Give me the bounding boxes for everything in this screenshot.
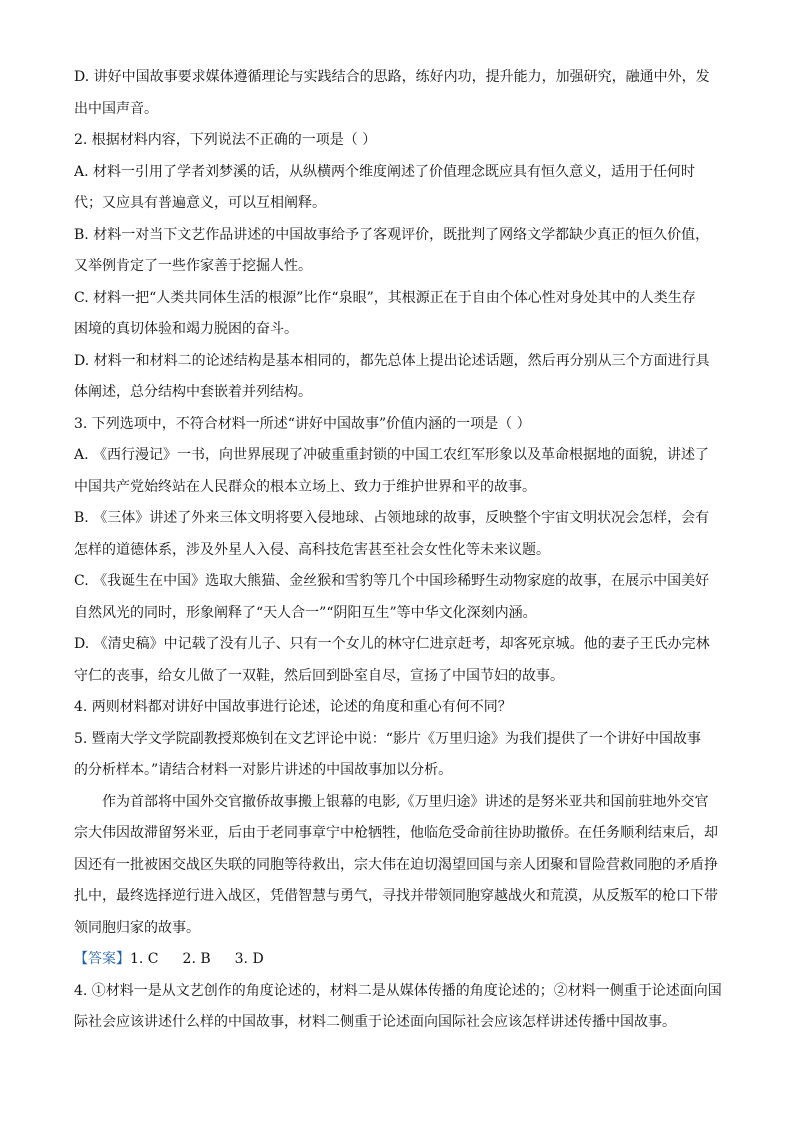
option-d: D. 《清史稿》中记载了没有儿子、只有一个女儿的林守仁进京赶考，却客死京城。他的妻子王氏办完林 (74, 636, 710, 652)
text-line: 自然风光的同时，形象阐释了“天人合一”“阴阳互生”等中华文化深刻内涵。 (74, 604, 537, 621)
explanation-line: 4. ①材料一是从文艺创作的角度论述的，材料二是从媒体传播的角度论述的；②材料一侧重于论述面向国 (74, 982, 722, 999)
document-page (74, 62, 724, 1039)
passage-line: 扎中，最终选择逆行进入战区，凭借智慧与勇气，寻找并带领同胞穿越战火和荒漠，从反叛军的枪口下带 (74, 888, 718, 904)
answer-item: 3. D (234, 951, 264, 967)
passage-line: 宗大伟因故滞留努米亚，后由于老同事章宁中枪牺牲，他临危受命前往协助撤侨。在任务顺利结束后，却 (74, 825, 718, 841)
question-4: 4. 两则材料都对讲好中国故事进行论述，论述的角度和重心有何不同？ (74, 699, 512, 715)
answer-item: 1. C (130, 951, 159, 967)
text-line: 的分析样本。”请结合材料一对影片讲述的中国故事加以分析。 (74, 762, 453, 778)
text-line: 怎样的道德体系，涉及外星人入侵、高科技危害甚至社会女性化等未来议题。 (74, 541, 550, 558)
answer-item: 2. B (182, 951, 211, 967)
question-3: 3. 下列选项中，不符合材料一所述“讲好中国故事”价值内涵的一项是（ ） (74, 415, 531, 432)
passage-line: 因还有一批被困交战区失联的同胞等待救出，宗大伟在迫切渴望回国与亲人团聚和冒险营救同胞的矛盾挣 (74, 856, 718, 873)
text-line: 体阐述，总分结构中套嵌着并列结构。 (74, 384, 312, 400)
passage-line: 作为首部将中国外交官撤侨故事搬上银幕的电影,《万里归途》讲述的是努米亚共和国前驻地外交官 (102, 793, 709, 810)
option-b: B. 《三体》讲述了外来三体文明将要入侵地球、占领地球的故事，反映整个宇宙文明状况会怎样，会有 (74, 510, 710, 526)
option-a: A. 材料一引用了学者刘梦溪的话，从纵横两个维度阐述了价值理念既应具有恒久意义，适用于任何时 (74, 163, 696, 180)
option-d: D. 材料一和材料二的论述结构是基本相同的，都先总体上提出论述话题，然后再分别从三个方面进行具 (74, 352, 710, 369)
explanation-line: 际社会应该讲述什么样的中国故事，材料二侧重于论述面向国际社会应该怎样讲述传播中国故事。 (74, 1014, 676, 1030)
text-line: 守仁的丧事，给女儿做了一双鞋，然后回到卧室自尽，宣扬了中国节妇的故事。 (74, 667, 564, 684)
text-line: 代；又应具有普遍意义，可以互相阐释。 (74, 195, 326, 211)
text-line: 困境的真切体验和竭力脱困的奋斗。 (74, 321, 298, 337)
text-line: D. 讲好中国故事要求媒体遵循理论与实践结合的思路，练好内功，提升能力，加强研究，融通中外，发 (74, 69, 710, 85)
question-5: 5. 暨南大学文学院副教授郑焕钊在文艺评论中说：“影片《万里归途》为我们提供了一个讲好中国故事 (74, 730, 701, 747)
option-c: C. 《我诞生在中国》选取大熊猫、金丝猴和雪豹等几个中国珍稀野生动物家庭的故事，在展示中国美好 (74, 573, 710, 589)
option-b: B. 材料一对当下文艺作品讲述的中国故事给予了客观评价，既批判了网络文学都缺少真正的恒久价值， (74, 226, 710, 243)
text-line: 出中国声音。 (74, 100, 158, 117)
answer-tag: 【答案】 (74, 951, 130, 967)
passage-line: 领同胞归家的故事。 (74, 919, 200, 936)
answer-line (74, 944, 724, 976)
text-line: 中国共产党始终站在人民群众的根本立场上、致力于维护世界和平的故事。 (74, 478, 536, 495)
question-2: 2. 根据材料内容，下列说法不正确的一项是（ ） (74, 132, 377, 148)
text-line: 又举例肯定了一些作家善于挖掘人性。 (74, 258, 312, 274)
option-a: A. 《西行漫记》一书，向世界展现了冲破重重封锁的中国工农红军形象以及革命根据地的面貌，讲述了 (74, 447, 710, 463)
option-c: C. 材料一把“人类共同体生活的根源”比作“泉眼”，其根源正在于自由个体心性对身处其中的人类生存 (74, 289, 696, 306)
